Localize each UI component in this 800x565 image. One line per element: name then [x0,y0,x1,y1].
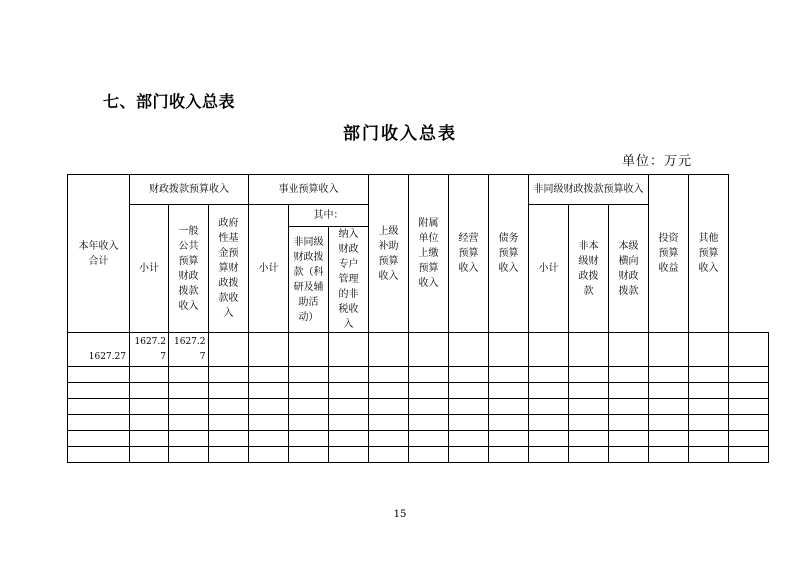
table-cell [609,367,649,383]
header-debt: 债务预算收入 [489,175,529,333]
table-cell [729,367,769,383]
table-cell: 1627.27 [169,333,209,367]
table-cell [569,383,609,399]
table-cell [609,415,649,431]
table-cell [409,333,449,367]
table-title: 部门收入总表 [343,124,457,144]
table-cell [169,383,209,399]
table-cell [489,333,529,367]
table-cell [169,447,209,463]
table-cell [689,415,729,431]
table-cell [249,415,289,431]
table-cell [689,383,729,399]
header-business-subtotal: 小计 [249,205,289,333]
table-cell [369,367,409,383]
table-cell [449,367,489,383]
table-cell [529,447,569,463]
table-cell [369,383,409,399]
table-cell [169,399,209,415]
table-cell [569,431,609,447]
table-cell [369,447,409,463]
table-cell [130,367,169,383]
table-cell [729,333,769,367]
table-cell [409,415,449,431]
table-row [68,399,769,415]
table-cell [569,333,609,367]
table-cell [169,415,209,431]
table-cell [569,399,609,415]
table-cell [729,383,769,399]
table-cell [409,447,449,463]
table-cell [68,383,130,399]
table-cell [249,333,289,367]
table-cell [689,447,729,463]
table-cell [529,367,569,383]
header-fiscal-group: 财政拨款预算收入 [130,175,249,205]
table-cell [329,399,369,415]
header-affiliated-remit: 附属单位上缴预算收入 [409,175,449,333]
table-cell [369,415,409,431]
table-cell [249,383,289,399]
table-cell [489,447,529,463]
table-cell [289,399,329,415]
table-cell [289,333,329,367]
header-fiscal-fund: 政府性基金预算财政拨款收入 [209,205,249,333]
table-cell [569,415,609,431]
table-row [68,415,769,431]
table-cell [209,399,249,415]
table-cell [249,447,289,463]
table-cell [209,367,249,383]
table-cell [729,415,769,431]
table-cell [289,447,329,463]
revenue-summary-table [67,174,769,463]
table-cell [489,383,529,399]
table-cell [68,431,130,447]
table-cell [609,399,649,415]
table-cell [529,383,569,399]
table-cell [529,415,569,431]
table-cell [289,431,329,447]
table-cell [569,447,609,463]
table-cell [449,447,489,463]
table-cell [649,431,689,447]
table-row [68,447,769,463]
table-cell [249,367,289,383]
table-cell [609,333,649,367]
table-cell [68,447,130,463]
unit-label: 单位：万元 [622,154,693,169]
table-cell [289,415,329,431]
table-cell [68,367,130,383]
table-cell [729,399,769,415]
header-investment: 投资预算收益 [649,175,689,333]
header-business-group: 事业预算收入 [249,175,369,205]
table-cell [249,431,289,447]
section-heading: 七、部门收入总表 [103,92,236,111]
header-operating: 经营预算收入 [449,175,489,333]
table-cell [489,415,529,431]
table-cell [449,415,489,431]
table-cell [529,431,569,447]
header-business-non-same-level: 非同级财政拨款（科研及辅助活动） [289,227,329,333]
table-cell [369,399,409,415]
table-cell: 1627.27 [68,333,130,367]
table-cell [409,431,449,447]
table-cell [729,431,769,447]
table-cell [169,367,209,383]
table-cell [409,367,449,383]
table-row [68,333,769,367]
table-cell [689,333,729,367]
header-fiscal-subtotal: 小计 [130,205,169,333]
table-cell [130,383,169,399]
table-cell [369,333,409,367]
table-cell [209,383,249,399]
header-business-special: 纳入财政专户管理的非税收入 [329,227,369,333]
table-cell [289,367,329,383]
table-cell [689,431,729,447]
table-cell [169,431,209,447]
table-cell [329,431,369,447]
table-cell [449,431,489,447]
table-cell [609,447,649,463]
table-cell [369,431,409,447]
table-cell [649,399,689,415]
table-cell [130,415,169,431]
table-cell [489,431,529,447]
table-cell [529,333,569,367]
table-cell [649,367,689,383]
header-superior-subsidy: 上级补助预算收入 [369,175,409,333]
header-non-fiscal-horizontal: 本级横向财政拨款 [609,205,649,333]
table-cell [489,399,529,415]
header-non-fiscal-subtotal: 小计 [529,205,569,333]
table-cell [130,447,169,463]
table-cell [409,383,449,399]
table-cell [649,333,689,367]
page-number: 15 [393,509,407,520]
table-cell [689,399,729,415]
header-business-of-which: 其中： [289,205,369,227]
table-cell [68,399,130,415]
table-row [68,431,769,447]
table-row [68,367,769,383]
table-cell [609,431,649,447]
table-cell [209,333,249,367]
table-cell [130,399,169,415]
table-cell [130,431,169,447]
header-non-fiscal-local: 非本级财政拨款 [569,205,609,333]
table-cell [689,367,729,383]
table-cell [489,367,529,383]
table-cell [209,447,249,463]
table-cell [649,447,689,463]
table-cell [209,415,249,431]
header-fiscal-general: 一般公共预算财政拨款收入 [169,205,209,333]
table-cell [649,383,689,399]
table-row [68,383,769,399]
header-non-fiscal-group: 非同级财政拨款预算收入 [529,175,649,205]
table-cell [329,415,369,431]
table-cell [409,399,449,415]
table-cell [569,367,609,383]
table-cell [649,415,689,431]
table-cell [329,367,369,383]
table-cell [329,333,369,367]
table-cell [449,399,489,415]
table-cell [449,333,489,367]
header-other: 其他预算收入 [689,175,729,333]
table-cell [329,383,369,399]
table-cell [68,415,130,431]
table-cell [449,383,489,399]
table-cell [249,399,289,415]
header-total: 本年收入合计 [68,175,130,333]
table-cell [729,447,769,463]
table-cell: 1627.27 [130,333,169,367]
table-cell [529,399,569,415]
table-cell [329,447,369,463]
table-cell [609,383,649,399]
table-cell [209,431,249,447]
table-cell [289,383,329,399]
